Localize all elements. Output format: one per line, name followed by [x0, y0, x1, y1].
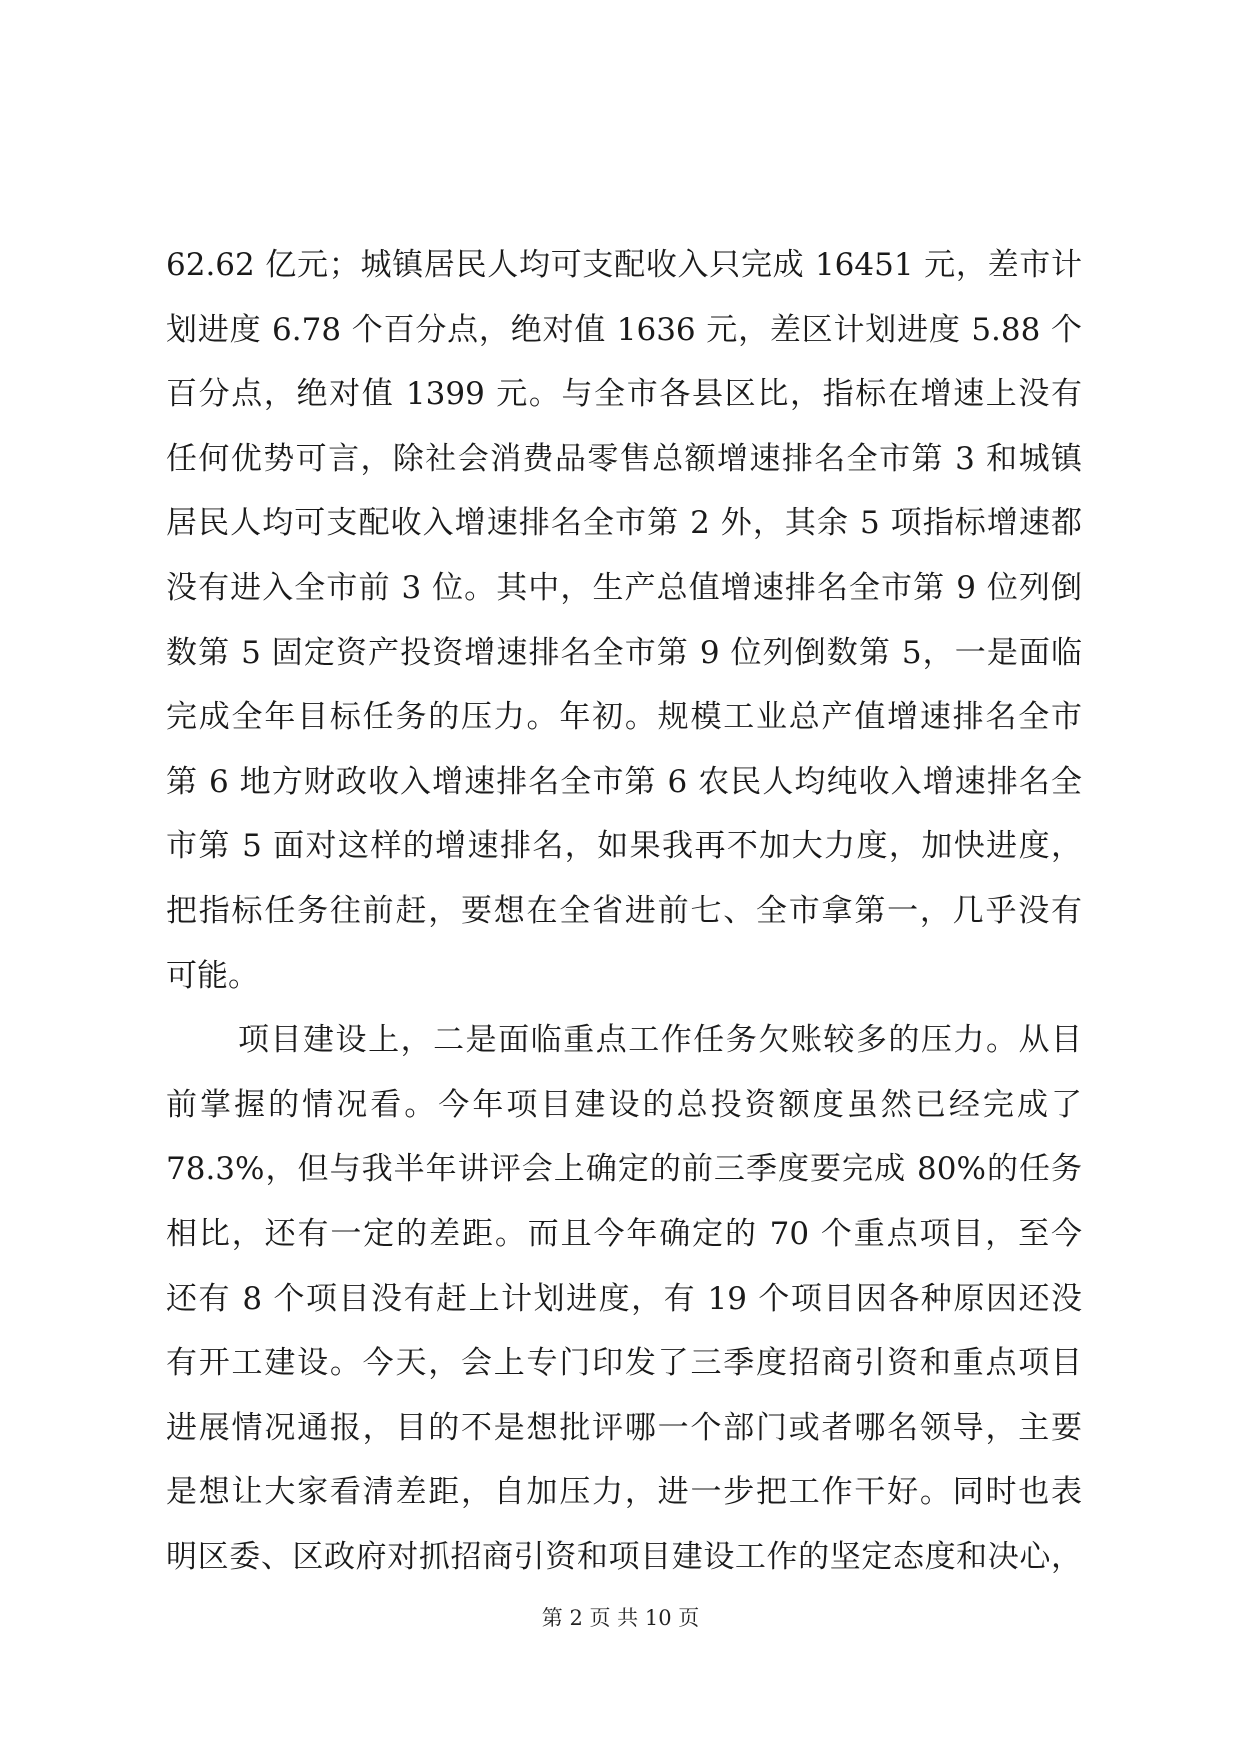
text-line: 明区委、区政府对抓招商引资和项目建设工作的坚定态度和决心， [166, 1538, 1082, 1575]
text-line: 数第 5 固定资产投资增速排名全市第 9 位列倒数第 5，一是面临 [166, 634, 1082, 671]
text-line: 是想让大家看清差距，自加压力，进一步把工作干好。同时也表 [166, 1474, 1082, 1511]
text-line: 第 6 地方财政收入增速排名全市第 6 农民人均纯收入增速排名全 [166, 763, 1082, 800]
text-line: 进展情况通报，目的不是想批评哪一个部门或者哪名领导，主要 [166, 1409, 1082, 1446]
text-line: 62.62 亿元；城镇居民人均可支配收入只完成 16451 元，差市计 [166, 247, 1082, 283]
body-text [166, 233, 1082, 1589]
page-number-footer: 第 2 页 共 10 页 [541, 1606, 700, 1630]
text-line: 百分点，绝对值 1399 元。与全市各县区比，指标在增速上没有 [166, 376, 1082, 413]
text-line: 78.3%，但与我半年讲评会上确定的前三季度要完成 80%的任务 [166, 1151, 1082, 1188]
text-line: 把指标任务往前赶，要想在全省进前七、全市拿第一，几乎没有 [166, 892, 1082, 929]
text-line: 可能。 [166, 957, 259, 994]
text-line: 没有进入全市前 3 位。其中，生产总值增速排名全市第 9 位列倒 [166, 569, 1082, 606]
text-line: 市第 5 面对这样的增速排名，如果我再不加大力度，加快进度， [166, 828, 1082, 865]
text-line: 完成全年目标任务的压力。年初。规模工业总产值增速排名全市 [166, 699, 1082, 736]
paragraph-first-line: 项目建设上，二是面临重点工作任务欠账较多的压力。从目 [238, 1022, 1082, 1059]
text-line: 还有 8 个项目没有赶上计划进度，有 19 个项目因各种原因还没 [166, 1280, 1082, 1317]
text-line: 居民人均可支配收入增速排名全市第 2 外，其余 5 项指标增速都 [166, 505, 1082, 542]
text-line: 有开工建设。今天，会上专门印发了三季度招商引资和重点项目 [166, 1345, 1082, 1382]
text-line: 前掌握的情况看。今年项目建设的总投资额度虽然已经完成了 [166, 1086, 1082, 1123]
text-line: 相比，还有一定的差距。而且今年确定的 70 个重点项目，至今 [166, 1215, 1082, 1252]
text-line: 划进度 6.78 个百分点，绝对值 1636 元，差区计划进度 5.88 个 [166, 311, 1082, 348]
text-line: 任何优势可言，除社会消费品零售总额增速排名全市第 3 和城镇 [166, 440, 1082, 477]
